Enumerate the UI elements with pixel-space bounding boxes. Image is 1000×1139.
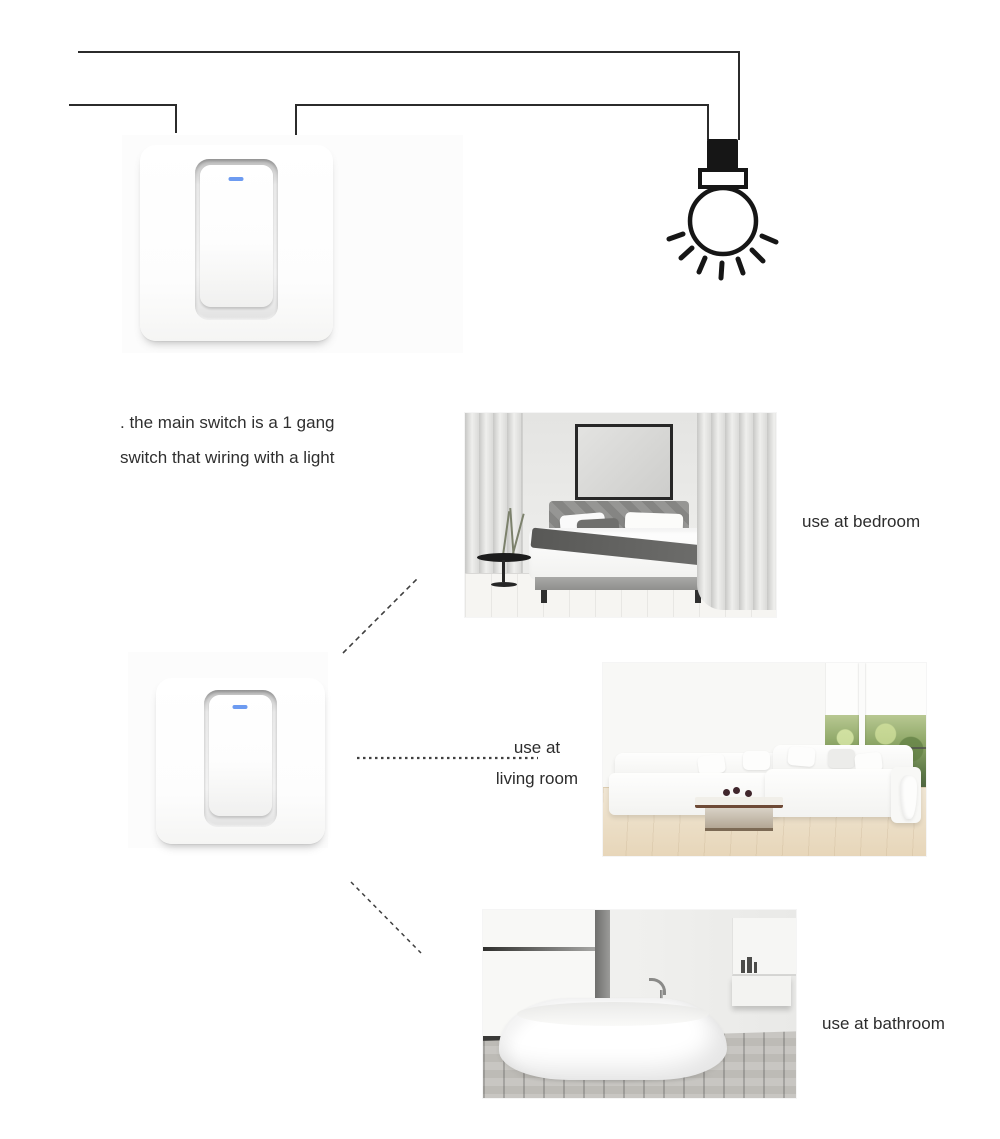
- bedroom-photo: [465, 413, 776, 617]
- coffee-table-top: [695, 797, 783, 808]
- bathtub-rim: [517, 1002, 709, 1026]
- living-room-label-line-2: living room: [495, 769, 579, 788]
- living-room-photo: [603, 663, 926, 856]
- wire-left: [69, 105, 176, 133]
- light-bulb-icon: [669, 139, 776, 278]
- bottle: [747, 957, 752, 973]
- switch-rocker-button: [200, 165, 273, 307]
- bathroom-photo: [483, 910, 796, 1098]
- table-decor: [745, 790, 752, 797]
- bottle: [754, 962, 757, 973]
- faucet-spout: [649, 978, 666, 995]
- switch-rocker-button: [209, 695, 273, 816]
- side-table-base: [491, 582, 517, 587]
- towel-rail: [483, 947, 596, 951]
- wall-cabinet-lower: [732, 976, 791, 1006]
- connector-to-bedroom: [343, 578, 418, 653]
- bedroom-label: use at bedroom: [802, 512, 921, 531]
- coffee-table-base: [705, 808, 773, 831]
- sofa-pillow: [787, 746, 816, 767]
- sofa-pillow: [828, 749, 855, 768]
- main-switch: [140, 145, 333, 341]
- caption-line-2: switch that wiring with a light: [120, 448, 335, 467]
- secondary-switch: [156, 678, 325, 844]
- wires: [69, 52, 739, 140]
- side-table-stem: [502, 560, 505, 582]
- bottle: [741, 960, 745, 973]
- wire-top: [78, 52, 739, 140]
- switch-led-indicator: [233, 705, 248, 709]
- caption-line-1: . the main switch is a 1 gang: [120, 413, 335, 432]
- living-room-label: [462, 732, 612, 794]
- living-room-label-line-1: use at: [513, 738, 561, 757]
- bed-leg: [541, 590, 547, 603]
- switch-rocker-recess: [195, 159, 278, 321]
- wall-panel-edge: [595, 910, 610, 1012]
- sofa-pillow: [743, 751, 770, 770]
- switch-rocker-recess: [204, 690, 277, 827]
- connector-to-bathroom: [351, 882, 421, 953]
- bed-base: [535, 577, 707, 590]
- curtain-right: [697, 413, 776, 610]
- wall-picture-frame: [575, 424, 673, 500]
- switch-led-indicator: [229, 177, 244, 181]
- table-decor: [733, 787, 740, 794]
- bathroom-label: use at bathroom: [822, 1014, 945, 1033]
- table-decor: [723, 789, 730, 796]
- main-switch-caption: [120, 405, 380, 475]
